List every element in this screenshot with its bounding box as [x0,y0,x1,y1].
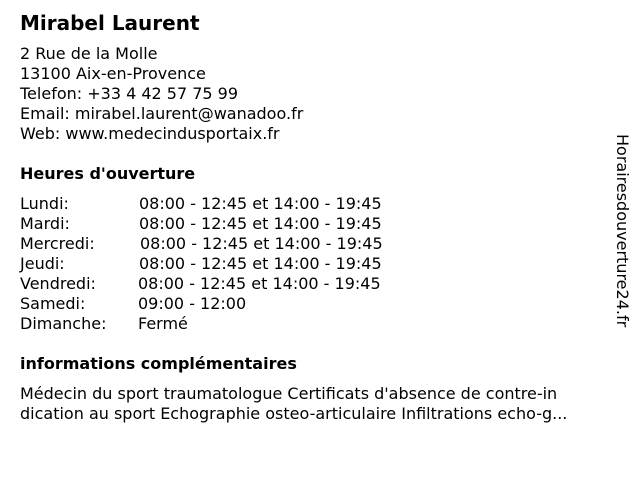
hours-time: 08:00 - 12:45 et 14:00 - 19:45 [139,214,382,233]
hours-day: Mercredi: [20,234,95,253]
info-text [20,384,620,424]
hours-time: 08:00 - 12:45 et 14:00 - 19:45 [140,234,383,253]
hours-time: 08:00 - 12:45 et 14:00 - 19:45 [139,254,382,273]
website: Web: www.medecindusportaix.fr [20,124,280,143]
info-line: dication au sport Echographie osteo-articulaire Infiltrations echo-g... [20,404,568,423]
hours-time: 09:00 - 12:00 [138,294,247,313]
phone-number: Telefon: +33 4 42 57 75 99 [20,84,239,103]
info-line: Médecin du sport traumatologue Certificats d'absence de contre-in [20,384,558,403]
brand-watermark: Horairesdouverture24.fr [613,134,632,328]
street-address: 2 Rue de la Molle [20,44,158,63]
hours-day: Jeudi: [20,254,65,273]
email-address: Email: mirabel.laurent@wanadoo.fr [20,104,304,123]
hours-day: Samedi: [20,294,86,313]
hours-day: Vendredi: [20,274,96,293]
hours-day: Lundi: [20,194,69,213]
info-title: informations complémentaires [20,354,297,373]
hours-time: 08:00 - 12:45 et 14:00 - 19:45 [139,194,382,213]
hours-title: Heures d'ouverture [20,164,196,183]
hours-time: Fermé [138,314,188,333]
hours-time: 08:00 - 12:45 et 14:00 - 19:45 [138,274,381,293]
hours-day: Dimanche: [20,314,107,333]
business-name: Mirabel Laurent [20,11,200,35]
city-address: 13100 Aix-en-Provence [20,64,206,83]
hours-day: Mardi: [20,214,70,233]
contact-block [20,44,303,144]
